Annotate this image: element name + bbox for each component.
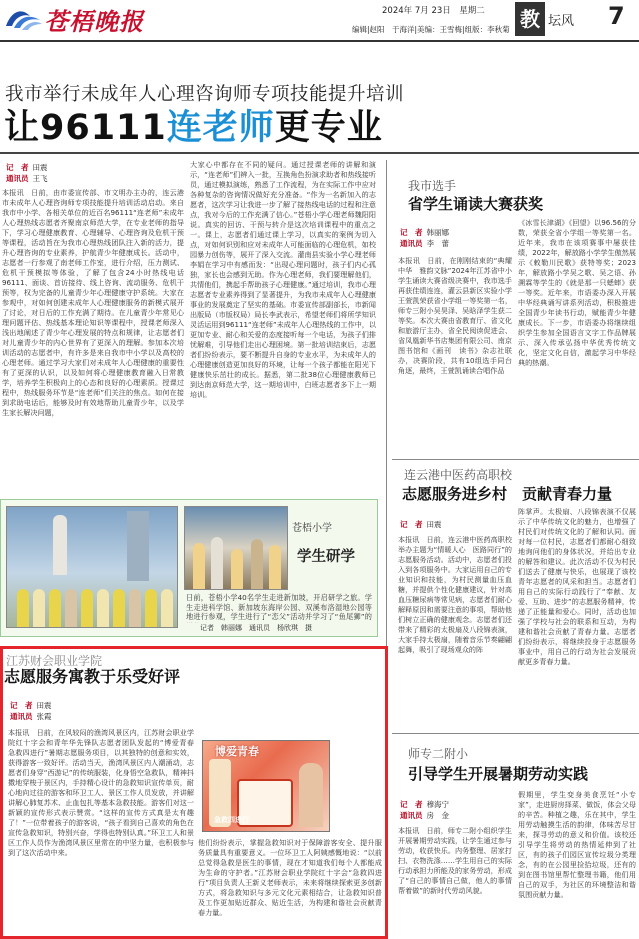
page-number: 7	[608, 2, 625, 30]
poster-subtitle: 急救四进行	[214, 816, 249, 824]
photo-feature-title: 学生研学	[297, 549, 355, 565]
reading-credit-reporter: 记 者 韩丽娜	[400, 228, 449, 237]
tcm-story-column-1: 本报讯 日前，连云港中医药高职校举办主题为“情暖人心 医路同行”的志愿服务活动。活动中，志愿者们投入到各项服务中。大家运用自己的专业知识和技能，为村民测量血压血糖，并提供个性化健康建议，针对高血压糖尿病等常见病，志愿者们耐心解释原因和需要注意的事项，帮助他们树立正确的健康观念。志愿者们还带来了精彩的太极扇及八段锦表演，大家手持太极扇，随着音乐节奏翩翩起舞，吸引了现场观众的阵	[398, 535, 512, 654]
red-credit-correspondent: 通讯员 张霞	[10, 712, 52, 721]
photo-feature-school: 苍梧小学	[292, 523, 332, 534]
headline-part-c: 更专业	[274, 108, 383, 148]
red-story-kicker: 江苏财会职业学院	[6, 654, 103, 668]
merlion-statue-shape	[53, 515, 67, 575]
newspaper-logo-icon	[4, 6, 44, 32]
photo-feature-caption: 日前，苍梧小学40名学生走进新加坡，开启研学之旅。学生走进科学馆、新加坡东海岸公园、双溪布洛湿地公园等地进行参观，学生进行了“恋父”活动并学习了“鱼尾狮”的	[186, 593, 372, 622]
red-credit-reporter: 记 者 田震	[10, 701, 52, 710]
headline-rule	[0, 152, 639, 154]
main-headline	[4, 100, 383, 150]
main-credit-reporter: 记 者 田震	[6, 163, 48, 172]
issue-date: 2024年 7月 23日 星期二	[382, 6, 485, 16]
main-credit-correspondent: 通讯员 王飞	[6, 174, 48, 183]
editor-credits: 编辑|赵阳 于海洋|美编：王雪梅|组版：李秋菊	[352, 25, 510, 34]
labor-story-column-2: 假期里，学生变身美食烹饪“小专家”，走进厨房择菜、做饭，体会父母的辛苦。种植之趣，乐在其中，学生用劳动触摸生活的韵律，体味苦尽甘来，探寻劳动的意义和价值。该校还引导学生将劳动的热情延伸到了社区，有的孩子们园区宣传垃圾分类理念，有的在公园里捡拾垃圾，还有的到在图书馆里帮忙整理书籍，他们用自己的双手，为社区的环境整洁和谐氛围贡献力量。	[518, 790, 636, 899]
reading-story-title: 省学生诵读大赛获奖	[408, 195, 544, 213]
reading-credit-correspondent: 通讯员 李 蕾	[400, 239, 449, 248]
red-story-column-1: 本报讯 日前，在风较闷的渔湾风景区内，江苏财会职业学院红十字会和青年华先锋队志愿者团队发起的“博爱青春 急救四进行”暑期志愿服务项目，以其独特的创意和实效，获得游客一致好评。活动当天，渔湾风景区内人潮涌动，志愿者们身穿“西游记”的传统服装，化身悟空急救队，精神抖擞地穿梭于景区内，手持精心设计的急救知识宣传单页，耐心地向过往的游客和环卫工人、景区工作人员发放，并讲解讲解心肺复苏术、止血包扎等基本急救技能。游客们对这一新颖的宣传形式表示赞赏。“这样的宣传方式真是太有趣了！”一位带着孩子的游客说，“孩子看到自己喜欢的角色在宣传急救知识，特别兴奋，学得也特别认真。”环卫工人和景区工作人员作为渔湾风景区里常在的中坚力量，也积极参与到了这次活动中来。	[8, 728, 194, 857]
reading-story-column-2: 《冰雪长津湖》《回望》以96.56的分数，荣获全省小学组一等奖第一名。近年来，我市在该项赛事中屡获佳绩，2022年，解放路小学学生傲然展示《敕勒川民歌》获特等奖；2023年，解放路小学吴之歌、吴之语、孙溯霖等学生的《就是那一只蟋蟀》获一等奖。近年来，市语委办深入开展中华经典诵写讲系列活动，积极推进全国青少年读书行动，赋能青少年健康成长。下一步，市语委办将继续组织学生参加全国语言文字工作品牌展示、深入传承弘扬中华优秀传统文化，坚定文化自信，激起学习中华经典的热潮。	[518, 218, 636, 367]
red-story-title: 志愿服务寓教于乐受好评	[4, 667, 181, 686]
main-kicker: 我市举行未成年人心理咨询师专项技能提升培训	[5, 84, 405, 105]
tcm-story-title: 志愿服务进乡村 贡献青春力量	[402, 485, 613, 503]
red-story-column-2: 他们纷纷表示，掌握急救知识对于保障游客安全、提升服务质量具有重要意义。一位环卫工人阿姨感慨地说：“以前总觉得急救是医生的事情，现在才知道我们每个人都能成为生命的守护者。”江苏财会职业学院红十字会“急救四进行”项目负责人王新义老师表示，未来将继续探索更多创新方式，将急救知识与多元文化元素相结合，让急救知识普及工作更加贴近群众、贴近生活，为构建和谐社会贡献青春力量。	[198, 838, 382, 917]
labor-credit-reporter: 记 者 穆海宁	[400, 800, 449, 809]
main-story-column-1: 本报讯 日前，由市委宣传部、市文明办主办的，连云港市未成年人心理咨询师专项技能提升培训活动启动。来自我市中小学、各相关单位的近百名96111“连老师”未成年人心理热线志愿者齐聚南京师范大学，在专业老师的指导下，学习心理健康教育、心理辅导、心理咨询及危机干预等课程，活动旨在为我市心理热线团队注入新的活力，提升心理咨询的专业素养，护航青少年健康成长。活动中，志愿者一行参观了南老师工作室，进行介绍，压力测试、危机干预模拟等体验，了解了包含24小时热线电话96111、面谈、首访接待、线上咨询、流动服务、危机干预等，权为完备的儿童青少年心理健康守护系统。大家在参观中，对如何创建未成年人心理健康服务的新模式展开了讨论，对日后的工作充满了期待。在儿童青少年常见心理问题评估、热线基本理论知识等课程中，授课老师深入浅出地阐述了青少年心理发展的特点和规律，让志愿者们对儿童青少年的内心世界有了更深入的理解。参加本次培训活动的志愿者中，有许多是来自我市中小学以及高校的心理老师。通过学习大家们对未成年人心理健康的重要性有了更深的认识，以及如何将心理健康教育融入日常教学，培养学生积极向上的心态和良好的心理素质。授课过程中，热线服务环节是“连老师”们关注的焦点。如何在接到求助电话后，能够及时有效地帮助儿童青少年，以及学生家长解决问题，	[2, 188, 184, 417]
section-divider	[392, 733, 639, 734]
section-divider	[392, 459, 639, 460]
paper-name: 苍梧晚报	[44, 7, 144, 36]
headline-part-a: 让96111	[4, 108, 167, 148]
photo-feature-credits: 记者 韩丽娜 通讯员 杨欣琪 摄	[200, 624, 312, 632]
reading-story-kicker: 我市选手	[408, 179, 457, 193]
headline-part-b: 连老师	[166, 108, 275, 148]
tcm-credit-reporter: 记 者 田震	[400, 520, 442, 529]
tcm-story-column-2: 阵掌声。太极扇、八段锦表演不仅展示了中华传统文化的魅力，也增强了村民们对传统文化的了解和认同。面对每一位村民，志愿者们都耐心细致地询问他们的身体状况，并给出专业的解答和建议。此次活动不仅为村民们送去了健康与快乐，也展现了该校青年志愿者的风采和担当。志愿者们用自己的实际行动践行了“奉献、友爱、互助、进步”的志愿服务精神，传递了正能量和爱心。同时，活动也加强了学校与社会的联系和互动，为构建和谐社会贡献了青春力量。志愿者们纷纷表示，将继续投身于志愿服务事业中，用自己的行动为社会发展贡献更多青春力量。	[518, 507, 636, 666]
poster-title: 博爱青春	[215, 745, 259, 758]
study-tour-group-photo	[6, 506, 178, 628]
tcm-story-kicker: 连云港中医药高职校	[404, 468, 513, 482]
section-subtitle: 坛风	[548, 14, 575, 29]
study-tour-visit-photo	[184, 506, 288, 590]
building-shape	[127, 511, 149, 581]
main-story-column-2: 大家心中都存在不同的疑问。通过授课老师的讲解和演示，“连老师”们辨入一批，互换角色扮演求助者和热线接听员，通过模拟演练，熟悉了工作流程，为在实际工作中应对各种复杂的咨询情况做好充分准备。“作为一名新加入的志愿者，这次学习让我进一步了解了接热线电话的过程和注意点，我对今后的工作充满了信心。”苍梧小学心理老师魏阳阳说。真实的回访、干预与转介是这次培训课程中的重点之一。课上，志愿者们通过课上学习，以真实的案例为切入点，对如何识别和应对未成年人可能面临的心理危机，如校园暴力创伤等，展开了深入交流。灌南县实验小学心理老师李娟在学习中有感而发：“出现心理问题时，孩子们内心孤独，家长也会感到无助。作为心理老师，我们要理解他们，共情他们，携起手帮助孩子心理健康。”通过培训，我市心理志愿者专业素养得到了显著提升，为我市未成年人心理健康事业的发展奠定了坚实的基础。市委宣传部副部长，市新闻出版局（市版权局）局长李武表示，希望老师们将所学知识灵活运用到96111“连老师”未成年人心理热线的工作中，以更加专业、耐心和关爱的态度接听每一个电话，为孩子们排忧解难，引导他们走出心理困境。第一批培训结束后，志愿者们纷纷表示，要不断提升自身的专业水平，为未成年人的心理健康创造更加良好的环境，让每一个孩子都能在阳光下健康快乐茁壮的成长。据悉，第二批38位心理健康教师已到达南京师范大学，这一期培训中，白班志愿者多下上一期培训。	[190, 160, 376, 399]
labor-story-kicker: 师专二附小	[408, 747, 469, 761]
section-label: 教	[515, 2, 545, 36]
labor-story-title: 引导学生开展暑期劳动实践	[408, 765, 589, 783]
masthead	[0, 0, 639, 42]
labor-story-column-1: 本报讯 日前，师专二附小组织学生开展暑期劳动实践，让学生通过参与劳动，收获快乐。内务整理、居家打扫、衣物洗涤……学生用自己的实际行动承担力所能及的家务劳动，形成了“自己的事情自己做，他人的事情帮着做”的新时代劳动风貌。	[398, 826, 512, 895]
labor-credit-correspondent: 通讯员 房 金	[400, 811, 449, 820]
reading-story-column-1: 本报讯 日前，在刚刚结束的“典耀中华 雅韵文脉”2024年江苏省中小学生诵读大赛省级决赛中，我市选手再获佳绩连连，灌云县新区实验小学王萱凯荣获省小学组一等奖第一名，师专三附小吴昊泽、吴晗泽学生获二等奖。本次大赛由省教育厅、省文化和旅游厅主办，省全民阅读促进会、省凤凰新华书店集团有限公司、南京图书馆和《画刊 读书》杂志社联办，决赛阶段，共有10组选手同台角逐，最终，王萱凯诵读合唱作品	[398, 256, 512, 375]
